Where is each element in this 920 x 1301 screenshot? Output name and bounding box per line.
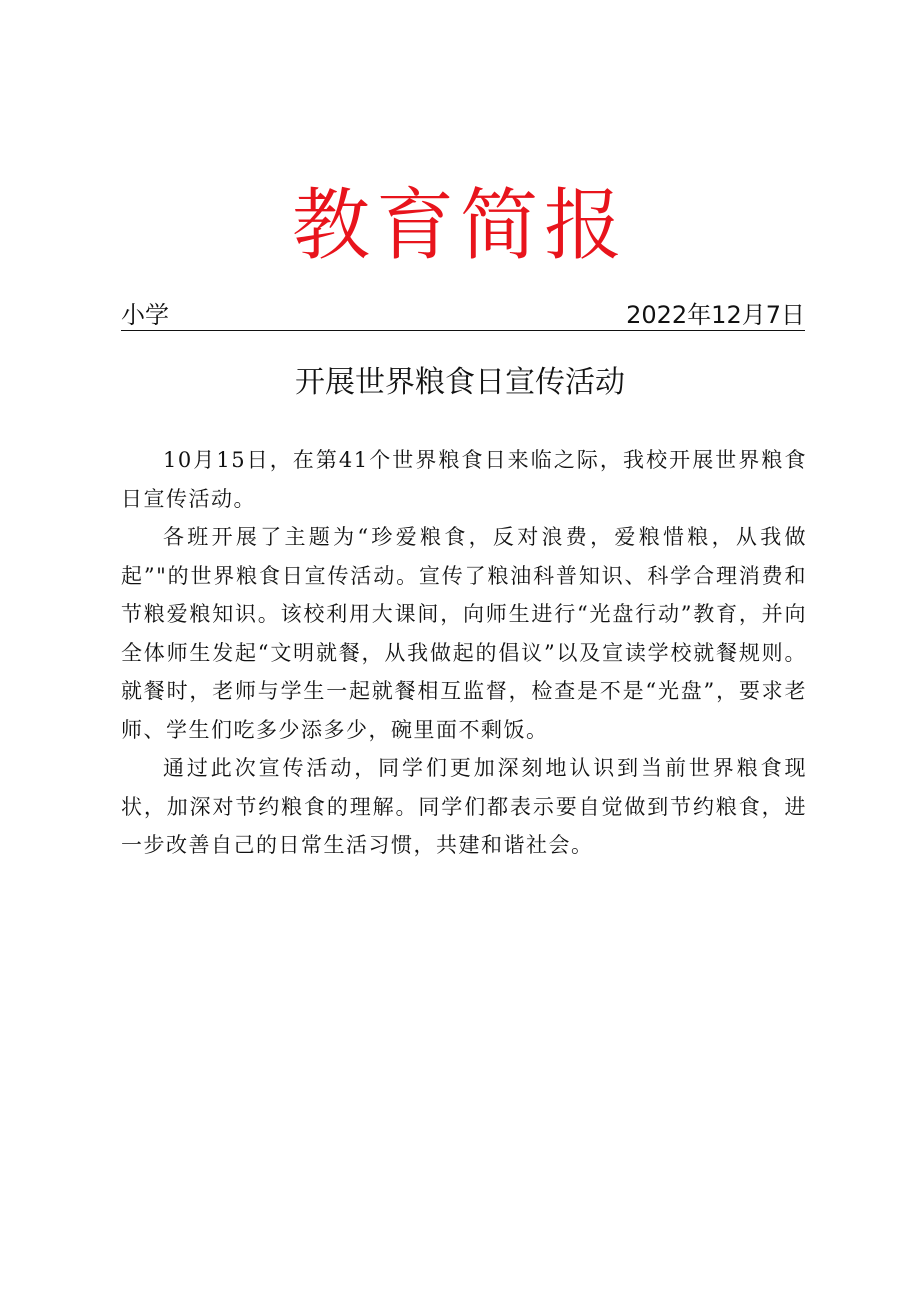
article-paragraph: 10月15日，在第41个世界粮食日来临之际，我校开展世界粮食日宣传活动。 [121,448,807,511]
dateline-bar [121,300,805,331]
article-paragraph: 通过此次宣传活动，同学们更加深刻地认识到当前世界粮食现状，加深对节约粮食的理解。同学们都表示要自觉做到节约粮食，进一步改善自己的日常生活习惯，共建和谐社会。 [121,756,807,857]
article-body [121,441,807,865]
newsletter-masthead: 教育简报 [291,181,628,271]
article-title: 开展世界粮食日宣传活动 [295,365,625,400]
issue-date: 2022年12月7日 [626,301,805,329]
article-paragraph: 各班开展了主题为“珍爱粮食，反对浪费，爱粮惜粮，从我做起”"的世界粮食日宣传活动。宣传了粮油科普知识、科学合理消费和节粮爱粮知识。该校利用大课间，向师生进行“光盘行动”教育，并向全体师生发起“文明就餐，从我做起的倡议”以及宣读学校就餐规则。就餐时，老师与学生一起就餐相互监督，检查是不是“光盘”，要求老师、学生们吃多少添多少，碗里面不剩饭。 [121,525,807,742]
organization-label: 小学 [121,301,169,329]
